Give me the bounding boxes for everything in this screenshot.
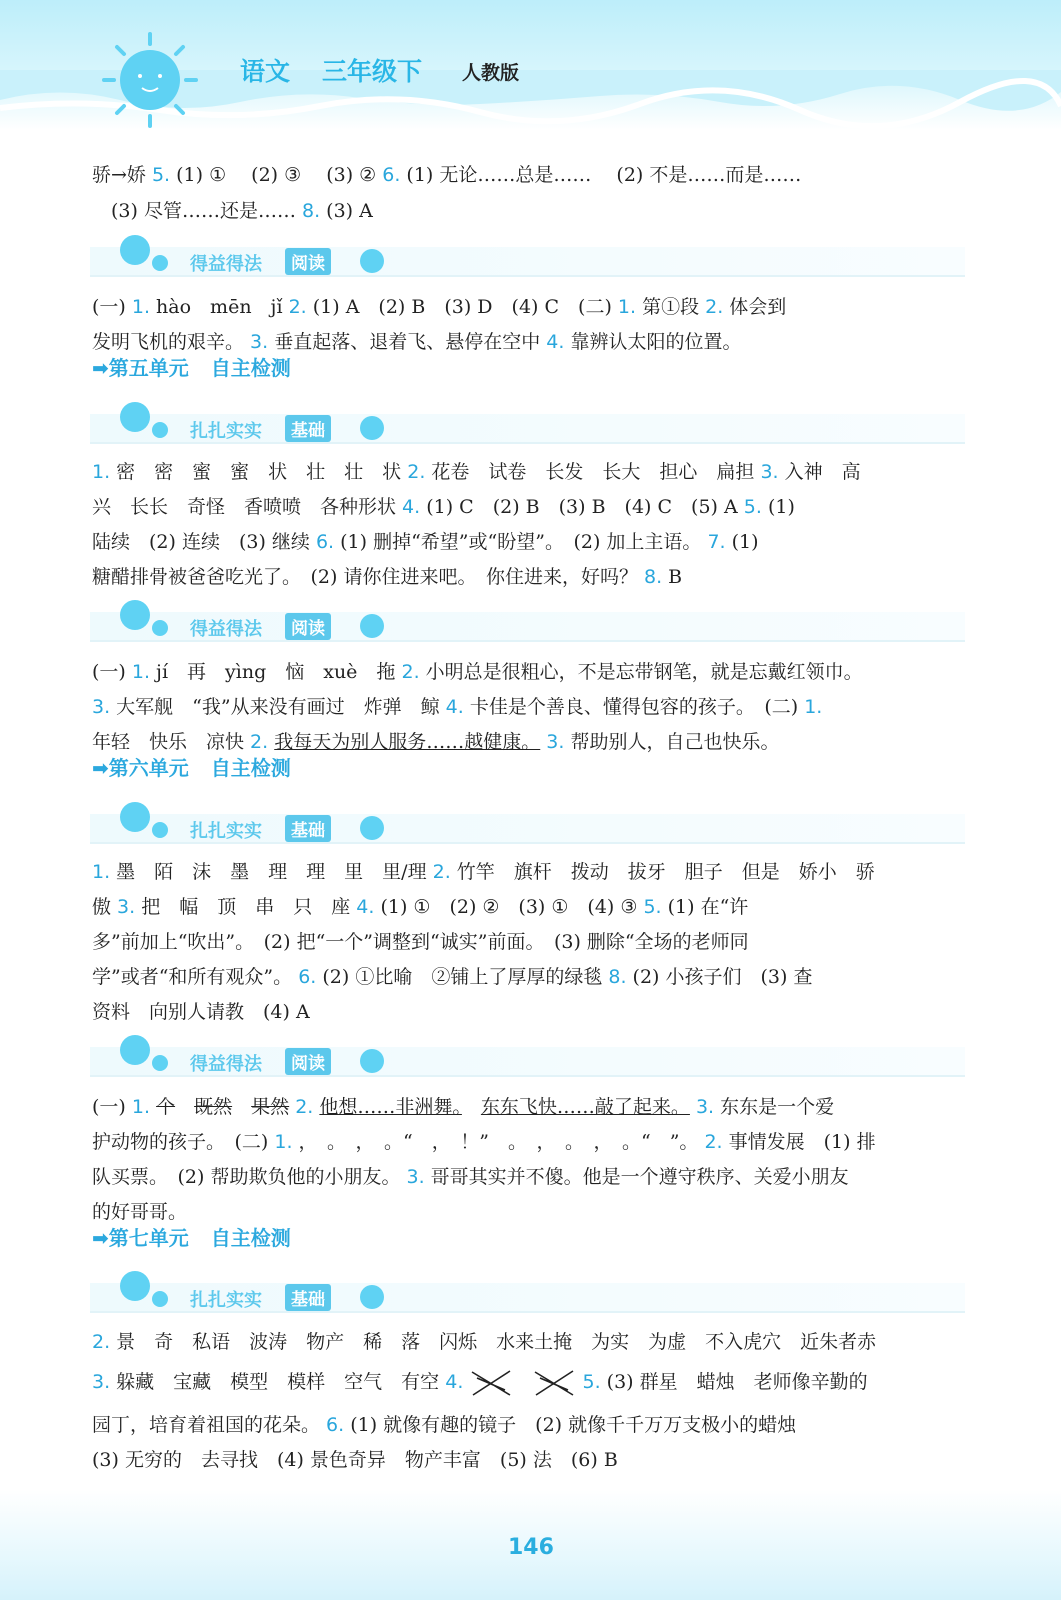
answer-line xyxy=(92,855,972,890)
bubble-icon xyxy=(360,249,384,273)
answer-line xyxy=(92,1365,972,1400)
answer-text: 年轻 快乐 凉快 xyxy=(92,731,251,753)
answer-text: (1) 无论……总是…… (2) 不是……而是…… xyxy=(400,164,802,186)
question-number: 6. xyxy=(298,966,317,988)
bubble-icon xyxy=(120,1271,150,1301)
answer-line xyxy=(92,1325,972,1360)
answer-text: 护动物的孩子。 (二) xyxy=(92,1131,275,1153)
answer-line xyxy=(92,455,972,490)
answer-text: 学”或者“和所有观众”。 xyxy=(92,966,299,988)
arrow-right-icon: ➡ xyxy=(92,356,109,380)
unit-name: 第五单元 xyxy=(108,356,189,380)
answer-text: 花卷 试卷 长发 长大 担心 扁担 xyxy=(425,461,761,483)
bubble-icon xyxy=(360,416,384,440)
answer-text: (1) xyxy=(761,496,795,518)
underlined-answer: 我每天为别人服务……越健康。 xyxy=(274,731,541,753)
section-bar-label: 得益得法 xyxy=(190,619,262,640)
unit-heading xyxy=(92,752,291,781)
answer-text: 垂直起落、退着飞、悬停在空中 xyxy=(268,331,547,353)
page-number: 146 xyxy=(508,1535,554,1560)
unit-label: 自主检测 xyxy=(210,356,291,380)
answer-text: 傲 xyxy=(92,896,118,918)
answer-line xyxy=(92,925,972,960)
section-bar-tag: 阅读 xyxy=(285,613,331,640)
bubble-icon xyxy=(120,802,150,832)
bubble-icon xyxy=(120,1035,150,1065)
answer-text: (一) xyxy=(92,1096,132,1118)
arrow-right-icon: ➡ xyxy=(92,1226,109,1250)
question-number: 1. xyxy=(131,1096,151,1118)
answer-text: (1) ① (2) ③ (3) ② xyxy=(170,164,383,186)
question-number: 3. xyxy=(117,896,136,918)
answer-text: 东东是一个爱 xyxy=(714,1096,835,1118)
section-bar-label: 扎扎实实 xyxy=(190,821,262,842)
answer-line xyxy=(92,890,972,925)
underlined-answer: 他想……非洲舞。 xyxy=(319,1096,462,1118)
answer-text: (2) 小孩子们 (3) 查 xyxy=(626,966,813,988)
question-number: 2. xyxy=(401,661,420,683)
question-number: 8. xyxy=(608,966,627,988)
bubble-icon xyxy=(152,620,168,636)
bubble-icon xyxy=(120,402,150,432)
section-bar-tag: 阅读 xyxy=(285,248,331,275)
question-number: 2. xyxy=(432,861,451,883)
unit-label: 自主检测 xyxy=(210,756,291,780)
question-number: 6. xyxy=(326,1414,345,1436)
question-number: 1. xyxy=(617,296,637,318)
answer-text: 靠辨认太阳的位置。 xyxy=(564,331,742,353)
bubble-icon xyxy=(152,1055,168,1071)
answer-text: 竹竿 旗杆 拨动 拔牙 胆子 但是 娇小 骄 xyxy=(450,861,875,883)
section-bar-label: 得益得法 xyxy=(190,254,262,275)
question-number: 4. xyxy=(402,496,421,518)
question-number: 1. xyxy=(131,296,151,318)
answer-line xyxy=(92,194,972,229)
question-number: 4. xyxy=(546,331,565,353)
answer-text: 糖醋排骨被爸爸吃光了。 (2) 请你住进来吧。 你住进来，好吗？ xyxy=(92,566,644,588)
unit-heading xyxy=(92,1222,291,1251)
struck-word: 既然 xyxy=(194,1096,233,1118)
answer-line xyxy=(92,1160,972,1195)
answer-text: jí 再 yìng 恼 xuè 拖 xyxy=(150,661,402,683)
answer-line xyxy=(92,490,972,525)
answer-text: (1) 删掉“希望”或“盼望”。 (2) 加上主语。 xyxy=(334,531,708,553)
question-number: 2. xyxy=(295,1096,314,1118)
question-number: 3. xyxy=(92,1371,111,1393)
answer-text: 小明总是很粗心，不是忘带钢笔，就是忘戴红领巾。 xyxy=(419,661,863,683)
answer-text: 园丁，培育着祖国的花朵。 xyxy=(92,1414,327,1436)
question-number: 3. xyxy=(406,1166,425,1188)
answer-line xyxy=(92,158,972,193)
answer-text: hào mēn jǐ xyxy=(150,296,289,318)
section-bar-tag: 阅读 xyxy=(285,1048,331,1075)
header-grade: 三年级下 xyxy=(322,57,423,86)
sun-icon xyxy=(100,30,200,130)
question-number: 5. xyxy=(743,496,762,518)
struck-word: 个 xyxy=(156,1096,176,1118)
answer-text: 的好哥哥。 xyxy=(92,1201,188,1223)
answer-line xyxy=(92,690,972,725)
answer-text: ， 。 ， 。“ ， ！” 。 ， 。 ， 。“ ”。 xyxy=(292,1131,705,1153)
answer-text: (1) ① (2) ② (3) ① (4) ③ xyxy=(374,896,644,918)
answer-text: 卡佳是个善良、懂得包容的孩子。 (二) xyxy=(463,696,805,718)
underlined-answer: 东东飞快……敲了起来。 xyxy=(480,1096,690,1118)
answer-text: 事情发展 (1) 排 xyxy=(722,1131,876,1153)
answer-line xyxy=(92,1125,972,1160)
question-number: 7. xyxy=(707,531,726,553)
answer-text: 把 幅 顶 串 只 座 xyxy=(135,896,357,918)
question-number: 8. xyxy=(644,566,663,588)
question-number: 2. xyxy=(288,296,307,318)
question-number: 1. xyxy=(804,696,823,718)
question-number: 2. xyxy=(250,731,269,753)
question-number: 1. xyxy=(92,461,111,483)
section-bar-tag: 基础 xyxy=(285,415,331,442)
question-number: 3. xyxy=(92,696,111,718)
unit-heading xyxy=(92,352,291,381)
bubble-icon xyxy=(152,822,168,838)
answer-text: 骄→娇 xyxy=(92,164,152,186)
section-bar xyxy=(90,612,965,642)
answer-text: (一) xyxy=(92,296,132,318)
unit-label: 自主检测 xyxy=(210,1226,291,1250)
answer-text: 多”前加上“吹出”。 (2) 把“一个”调整到“诚实”前面。 (3) 删除“全场的老师同 xyxy=(92,931,749,953)
section-bar xyxy=(90,1283,965,1313)
answer-line xyxy=(92,1090,972,1125)
answer-text: 兴 长长 奇怪 香喷喷 各种形状 xyxy=(92,496,403,518)
arrow-right-icon: ➡ xyxy=(92,756,109,780)
struck-word: 果然 xyxy=(251,1096,290,1118)
answer-text: (3) A xyxy=(320,200,373,222)
bubble-icon xyxy=(360,614,384,638)
answer-text xyxy=(513,1371,532,1393)
bubble-icon xyxy=(120,235,150,265)
bubble-icon xyxy=(360,1285,384,1309)
question-number: 3. xyxy=(695,1096,715,1118)
answer-text: B xyxy=(662,566,683,588)
section-bar xyxy=(90,814,965,844)
bubble-icon xyxy=(152,422,168,438)
answer-text: 队买票。 (2) 帮助欺负他的小朋友。 xyxy=(92,1166,407,1188)
question-number: 5. xyxy=(151,164,171,186)
answer-line xyxy=(92,960,972,995)
question-number: 4. xyxy=(445,1371,464,1393)
cross-mark-icon xyxy=(469,1368,513,1398)
section-bar-tag: 基础 xyxy=(285,1284,331,1311)
answer-text: (3) 群星 蜡烛 老师像辛勤的 xyxy=(600,1371,868,1393)
answer-text: (2) ①比喻 ②铺上了厚厚的绿毯 xyxy=(316,966,609,988)
question-number: 8. xyxy=(302,200,321,222)
header-edition: 人教版 xyxy=(462,62,520,84)
header-subject: 语文 xyxy=(240,57,291,86)
question-number: 2. xyxy=(92,1331,111,1353)
bubble-icon xyxy=(152,255,168,271)
bubble-icon xyxy=(152,1291,168,1307)
unit-name: 第七单元 xyxy=(108,1226,189,1250)
question-number: 3. xyxy=(546,731,565,753)
question-number: 3. xyxy=(250,331,269,353)
section-bar xyxy=(90,1047,965,1077)
answer-text: 墨 陌 沫 墨 理 理 里 里/理 xyxy=(110,861,433,883)
bubble-icon xyxy=(360,1049,384,1073)
question-number: 1. xyxy=(92,861,111,883)
question-number: 4. xyxy=(356,896,375,918)
question-number: 3. xyxy=(760,461,779,483)
question-number: 2. xyxy=(705,296,724,318)
cross-mark-icon xyxy=(532,1368,576,1398)
answer-text: 体会到 xyxy=(723,296,787,318)
section-bar-label: 扎扎实实 xyxy=(190,1290,262,1311)
answer-line xyxy=(92,655,972,690)
answer-text: (1) C (2) B (3) B (4) C (5) A xyxy=(420,496,744,518)
answer-text: 景 奇 私语 波涛 物产 稀 落 闪烁 水来土掩 为实 为虚 不入虎穴 近朱者赤 xyxy=(110,1331,877,1353)
section-bar-label: 扎扎实实 xyxy=(190,421,262,442)
answer-line xyxy=(92,1443,972,1478)
answer-text: (1) xyxy=(725,531,759,553)
answer-text: 大军舰 “我”从来没有画过 炸弹 鲸 xyxy=(110,696,446,718)
answer-line xyxy=(92,525,972,560)
question-number: 2. xyxy=(407,461,426,483)
section-bar xyxy=(90,247,965,277)
question-number: 6. xyxy=(315,531,335,553)
answer-line xyxy=(92,1408,972,1443)
answer-text: (1) 在“许 xyxy=(661,896,749,918)
answer-line xyxy=(92,560,972,595)
answer-text: 密 密 蜜 蜜 状 壮 壮 状 xyxy=(110,461,408,483)
question-number: 1. xyxy=(274,1131,293,1153)
bubble-icon xyxy=(360,816,384,840)
question-number: 5. xyxy=(643,896,662,918)
question-number: 4. xyxy=(445,696,464,718)
unit-name: 第六单元 xyxy=(108,756,189,780)
answer-text: (1) 就像有趣的镜子 (2) 就像千千万万支极小的蜡烛 xyxy=(344,1414,797,1436)
answer-text xyxy=(232,1096,251,1118)
bubble-icon xyxy=(120,600,150,630)
question-number: 2. xyxy=(704,1131,723,1153)
answer-text: (3) 无穷的 去寻找 (4) 景色奇异 物产丰富 (5) 法 (6) B xyxy=(92,1449,618,1471)
question-number: 1. xyxy=(131,661,151,683)
answer-text: 第①段 xyxy=(636,296,706,318)
section-bar-label: 得益得法 xyxy=(190,1054,262,1075)
answer-text: (一) xyxy=(92,661,132,683)
answer-text: 躲藏 宝藏 模型 模样 空气 有空 xyxy=(110,1371,446,1393)
answer-text: 发明飞机的艰辛。 xyxy=(92,331,251,353)
answer-text: 帮助别人，自己也快乐。 xyxy=(564,731,780,753)
answer-text: (3) 尽管……还是…… xyxy=(92,200,302,222)
answer-text: 资料 向别人请教 (4) A xyxy=(92,1001,310,1023)
section-bar xyxy=(90,414,965,444)
answer-text xyxy=(175,1096,194,1118)
answer-text: 陆续 (2) 连续 (3) 继续 xyxy=(92,531,316,553)
answer-line xyxy=(92,995,972,1030)
section-bar-tag: 基础 xyxy=(285,815,331,842)
question-number: 5. xyxy=(582,1371,601,1393)
answer-line xyxy=(92,290,972,325)
question-number: 6. xyxy=(382,164,401,186)
answer-text: 入神 高 xyxy=(778,461,861,483)
answer-text: 哥哥其实并不傻。他是一个遵守秩序、关爱小朋友 xyxy=(424,1166,849,1188)
answer-text: (1) A (2) B (3) D (4) C (二) xyxy=(306,296,618,318)
answer-text xyxy=(462,1096,481,1118)
